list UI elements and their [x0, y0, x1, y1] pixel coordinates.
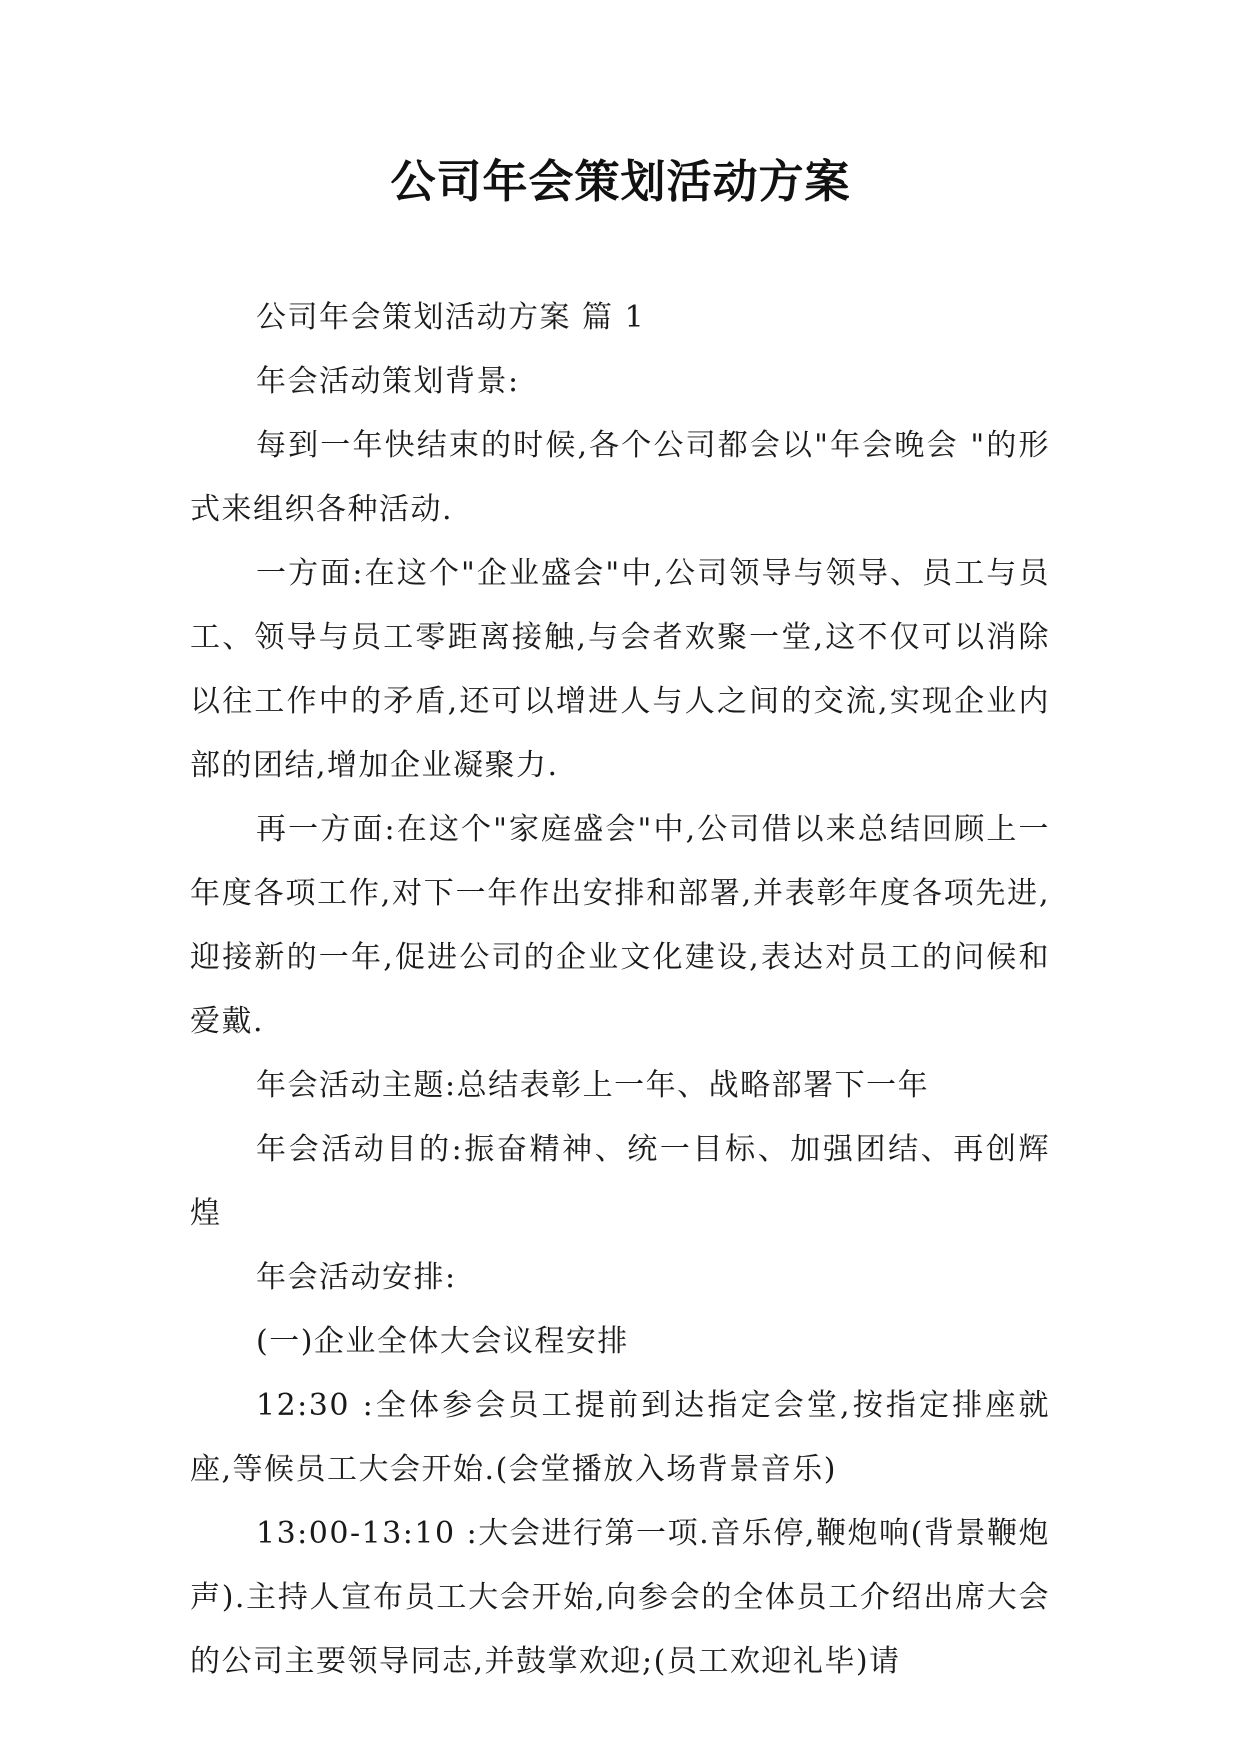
document-title: 公司年会策划活动方案 — [390, 155, 851, 208]
paragraph-agenda-1300: 13:00-13:10 :大会进行第一项.音乐停,鞭炮响(背景鞭炮声).主持人宣布员工大会开始,向参会的全体员工介绍出席大会的公司主要领导同志,并鼓掌欢迎;(员工欢迎礼毕)请 — [190, 1516, 1050, 1679]
paragraph-agenda-1230: 12:30 :全体参会员工提前到达指定会堂,按指定排座就座,等候员工大会开始.(会堂播放入场背景音乐) — [190, 1388, 1050, 1487]
paragraph-background-intro: 每到一年快结束的时候,各个公司都会以"年会晚会 "的形式来组织各种活动. — [190, 428, 1050, 527]
paragraph-agenda-heading: (一)企业全体大会议程安排 — [256, 1324, 629, 1359]
paragraph-first-aspect: 一方面:在这个"企业盛会"中,公司领导与领导、员工与员工、领导与员工零距离接触,与会者欢聚一堂,这不仅可以消除以往工作中的矛盾,还可以增进人与人之间的交流,实现企业内部的团结,增加企业凝聚力. — [190, 556, 1050, 783]
paragraph-purpose: 年会活动目的:振奋精神、统一目标、加强团结、再创辉煌 — [190, 1132, 1050, 1231]
document-body — [190, 286, 1050, 1694]
paragraph-theme: 年会活动主题:总结表彰上一年、战略部署下一年 — [256, 1068, 930, 1103]
paragraph-arrangement-heading: 年会活动安排: — [256, 1260, 457, 1295]
paragraph-background-heading: 年会活动策划背景: — [256, 364, 520, 399]
paragraph-second-aspect: 再一方面:在这个"家庭盛会"中,公司借以来总结回顾上一年度各项工作,对下一年作出安排和部署,并表彰年度各项先进,迎接新的一年,促进公司的企业文化建设,表达对员工的问候和爱戴. — [190, 812, 1050, 1039]
section-heading: 公司年会策划活动方案 篇 1 — [256, 300, 646, 335]
